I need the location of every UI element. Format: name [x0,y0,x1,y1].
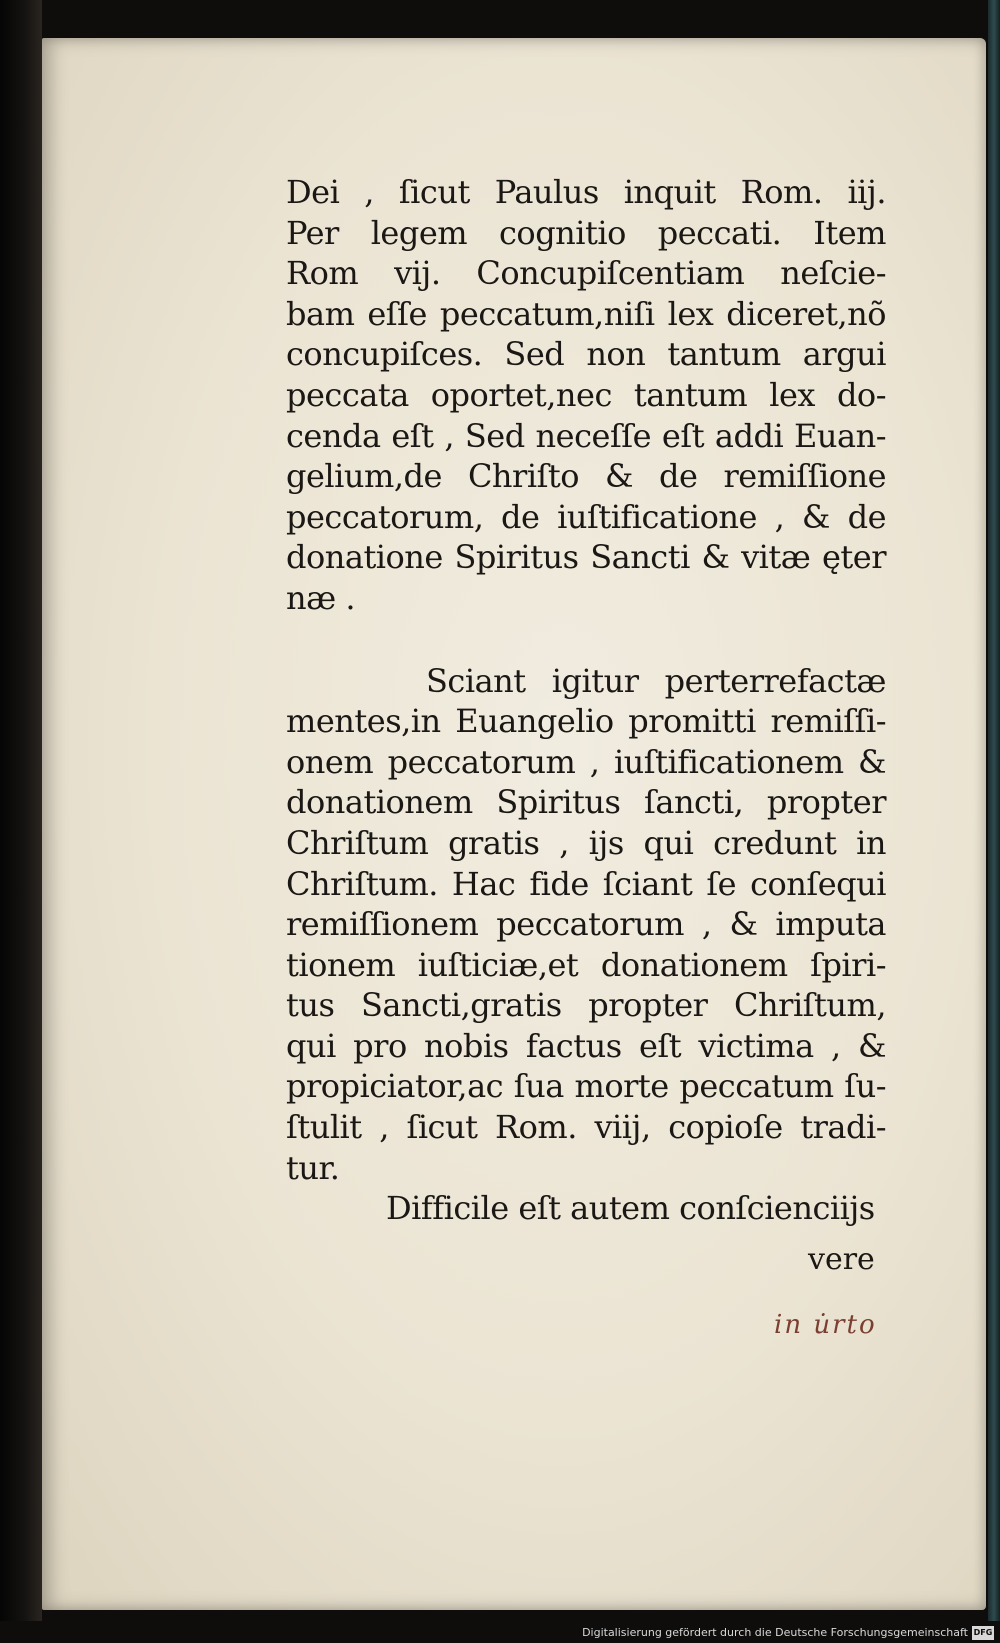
text-line: cenda eſt , Sed neceſſe eſt addi Euan- [286,416,886,455]
text-line: Dei , ſicut Paulus inquit Rom. iij. [286,173,886,211]
text-line: Per legem cognitio peccati. Item [286,213,886,252]
text-line: tus Sancti,gratis propter Chriſtum, [286,986,886,1025]
text-line: tionem iuſticiæ,et donationem ſpiri- [286,945,886,984]
text-line: Sciant igitur perterrefactæ [426,661,886,700]
text-line: Difficile eſt autem conſcienciijs [386,1189,875,1228]
text-line: peccatorum, de iuſtificatione , & de [286,497,886,536]
text-line: Rom vij. Concupiſcentiam neſcie- [286,254,886,293]
text-line: bam eſſe peccatum,niſi lex diceret,nõ [286,294,886,333]
footer-credit: Digitalisierung gefördert durch die Deutsche Forschungsgemeinschaft [582,1626,968,1639]
text-line: gelium,de Chriſto & de remiſſione [286,457,886,496]
text-line: concupiſces. Sed non tantum argui [286,335,886,374]
text-line: tur. [286,1148,340,1187]
book-spine-shadow [0,0,42,1643]
dfg-logo-icon: DFG [972,1626,994,1640]
text-line: remiſſionem peccatorum , & imputa [286,905,886,944]
page-edge [988,0,1000,1643]
text-line: ſtulit , ſicut Rom. viij, copioſe tradi- [286,1108,886,1147]
paragraph-gap [286,619,886,661]
text-line: donationem Spiritus ſancti, propter [286,783,886,822]
text-line: peccata oportet,nec tantum lex do- [286,375,886,414]
text-line: donatione Spiritus Sancti & vitæ ęter [286,538,886,577]
text-line: Chriſtum gratis , ijs qui credunt in [286,823,886,862]
text-line: næ . [286,578,356,617]
text-line: onem peccatorum , iuſtificationem & [286,742,886,781]
text-line: qui pro nobis factus eſt victima , & [286,1026,886,1065]
footer-bar [0,1621,1000,1643]
handwritten-annotation: in u̇rto [774,1310,877,1340]
text-line: Chriſtum. Hac fide ſciant ſe conſequi [286,864,886,903]
text-line: propiciator,ac ſua morte peccatum ſu- [286,1067,886,1106]
text-line: mentes,in Euangelio promitti remiſſi- [286,702,886,741]
page-text [286,172,886,1229]
catchword: vere [808,1242,875,1277]
